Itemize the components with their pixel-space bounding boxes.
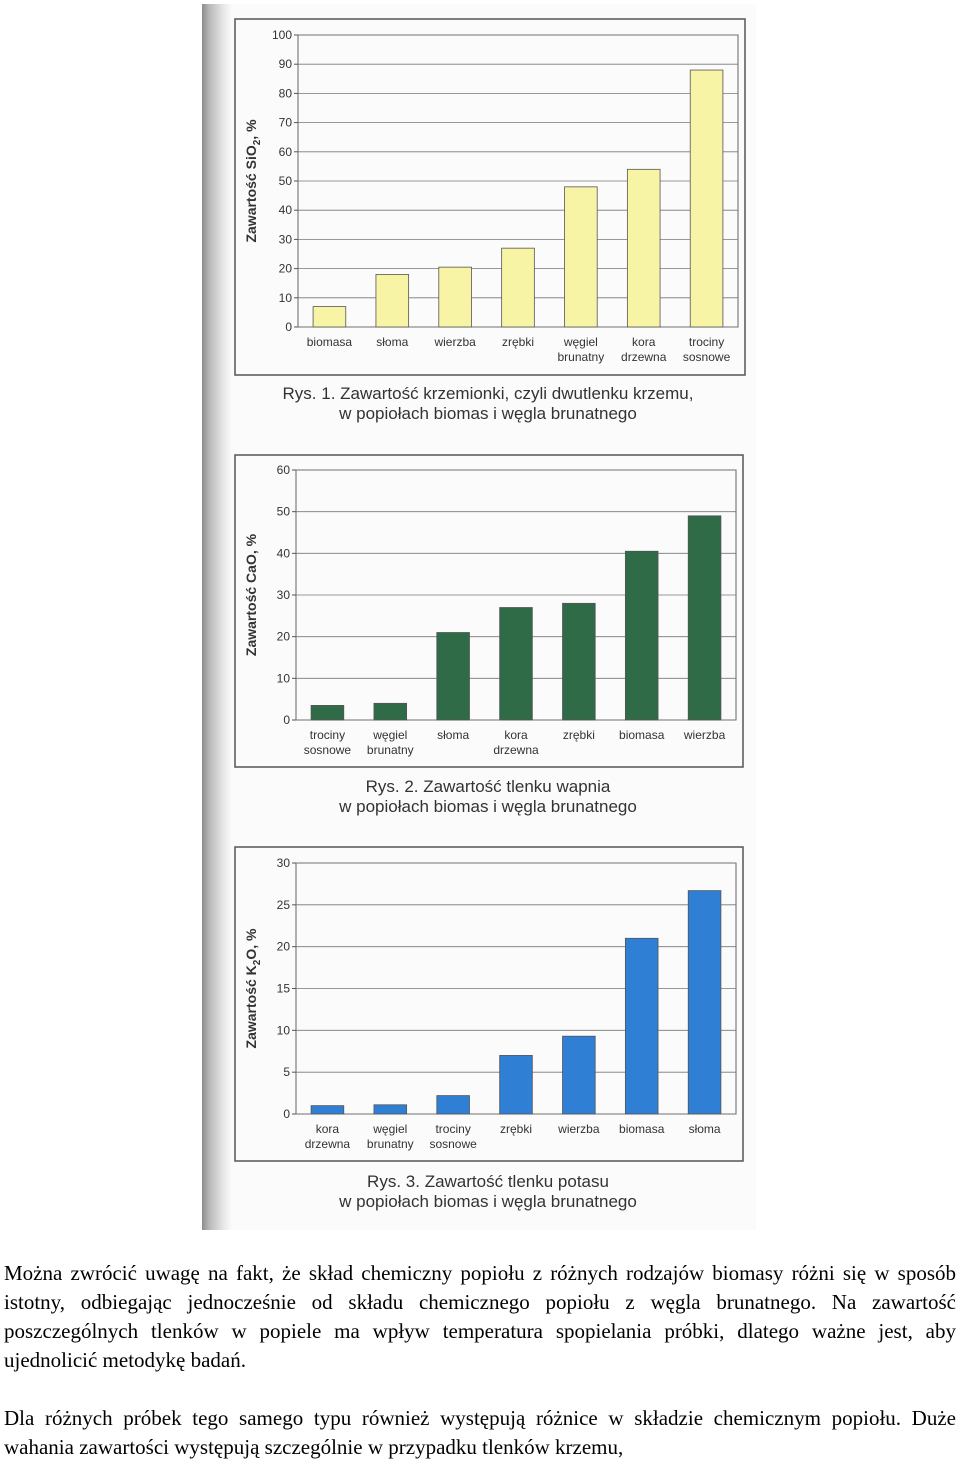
bar: [563, 1036, 596, 1114]
y-tick-label: 0: [283, 713, 290, 727]
bar: [688, 891, 721, 1114]
y-tick-label: 0: [285, 320, 292, 334]
y-tick-label: 60: [276, 463, 290, 477]
y-tick-label: 15: [276, 981, 290, 996]
x-tick-label: trociny: [688, 335, 725, 349]
bar: [500, 608, 533, 721]
y-tick-label: 40: [276, 546, 290, 561]
x-tick-label: wierzba: [434, 335, 476, 349]
chart-k2o: [234, 846, 744, 1162]
y-tick-label: 90: [278, 57, 292, 72]
bar: [437, 633, 470, 721]
paragraph-2: Dla różnych próbek tego samego typu również występują różnice w składzie chemicznym popiołu. Duże wahania zawartości występują szczególnie w przypadku tlenków krzemu,: [4, 1406, 956, 1459]
y-tick-label: 20: [276, 939, 290, 954]
x-tick-label: słoma: [688, 1122, 721, 1136]
y-tick-label: 100: [271, 28, 292, 42]
x-tick-label: brunatny: [366, 743, 414, 757]
bar: [500, 1055, 533, 1114]
x-tick-label: biomasa: [306, 335, 353, 349]
bar: [563, 603, 596, 720]
x-tick-label: drzewna: [493, 743, 539, 757]
bar: [625, 551, 658, 720]
bar: [437, 1096, 470, 1114]
bar: [374, 703, 407, 720]
y-tick-label: 30: [276, 856, 290, 870]
y-tick-label: 50: [278, 174, 292, 188]
x-tick-label: sosnowe: [303, 743, 352, 757]
y-tick-label: 10: [276, 671, 290, 686]
x-tick-label: sosnowe: [429, 1137, 477, 1151]
x-tick-label: słoma: [437, 728, 470, 742]
page-spine-shadow: [202, 4, 232, 1230]
y-tick-label: 10: [278, 290, 292, 305]
x-tick-label: zrębki: [499, 1122, 533, 1136]
x-tick-label: trociny: [435, 1122, 471, 1136]
x-tick-label: węgiel: [373, 728, 408, 742]
caption-fig3-line2: w popiołach biomas i węgla brunatnego: [339, 1192, 637, 1211]
bar: [313, 307, 346, 327]
x-tick-label: węgiel: [563, 335, 598, 349]
y-tick-label: 30: [278, 232, 292, 247]
y-tick-label: 70: [278, 115, 292, 130]
caption-fig3: [218, 1172, 758, 1212]
bar: [565, 187, 598, 327]
x-tick-label: węgiel: [373, 1122, 408, 1136]
bar: [502, 248, 535, 327]
x-tick-label: trociny: [309, 728, 346, 742]
x-tick-label: biomasa: [619, 1122, 665, 1136]
y-tick-label: 30: [276, 588, 290, 602]
bar: [439, 267, 472, 327]
x-tick-label: brunatny: [366, 1137, 414, 1151]
caption-fig2-line2: w popiołach biomas i węgla brunatnego: [339, 797, 637, 816]
caption-fig1-line1: Zawartość krzemionki, czyli dwutlenku krzemu,: [340, 384, 694, 403]
y-tick-label: 20: [276, 629, 290, 644]
x-tick-label: zrębki: [501, 335, 535, 349]
y-tick-label: 0: [283, 1107, 290, 1121]
x-tick-label: brunatny: [557, 350, 605, 364]
y-tick-label: 80: [278, 86, 292, 101]
chart-cao: [234, 454, 744, 768]
y-tick-label: 20: [278, 261, 292, 276]
y-tick-label: 50: [276, 504, 290, 519]
y-axis-label: Zawartość CaO, %: [243, 533, 259, 657]
bar: [690, 70, 723, 327]
caption-fig1: [218, 384, 758, 424]
caption-fig1-line2: w popiołach biomas i węgla brunatnego: [339, 404, 637, 423]
bar: [311, 705, 344, 720]
bar: [627, 169, 660, 327]
caption-fig1-number: Rys. 1.: [282, 384, 336, 403]
bar: [688, 516, 721, 720]
x-tick-label: sosnowe: [682, 350, 731, 364]
x-tick-label: kora: [632, 335, 656, 349]
chart-sio2: [234, 18, 746, 376]
y-tick-label: 5: [283, 1065, 290, 1080]
x-tick-label: zrębki: [562, 728, 595, 742]
y-axis-label: Zawartość $K_2O$, %: [243, 928, 263, 1049]
caption-fig2-number: Rys. 2.: [365, 777, 419, 796]
x-tick-label: drzewna: [304, 1137, 351, 1151]
y-tick-label: 40: [278, 203, 292, 218]
caption-fig3-line1: Zawartość tlenku potasu: [424, 1172, 609, 1191]
caption-fig3-number: Rys. 3.: [367, 1172, 420, 1191]
bar: [625, 938, 658, 1114]
x-tick-label: kora: [315, 1122, 340, 1136]
x-tick-label: drzewna: [621, 350, 667, 364]
bar: [311, 1106, 344, 1114]
y-axis-label: Zawartość SiO$_2$, %: [243, 119, 263, 243]
bar: [376, 274, 409, 327]
x-tick-label: wierzba: [683, 728, 726, 742]
y-tick-label: 10: [276, 1023, 290, 1038]
caption-fig2-line1: Zawartość tlenku wapnia: [423, 777, 611, 796]
x-tick-label: kora: [504, 728, 528, 742]
bar: [374, 1105, 407, 1114]
caption-fig2: [218, 777, 758, 817]
x-tick-label: biomasa: [619, 728, 665, 742]
x-tick-label: wierzba: [558, 1122, 600, 1136]
y-tick-label: 60: [278, 144, 292, 159]
paragraph-1: Można zwrócić uwagę na fakt, że skład chemiczny popiołu z różnych rodzajów biomasy różni się w sposób istotny, odbiegając jednocześnie od składu chemicznego popiołu z węgla brunatnego. Na zawartość poszczególnych tlenków w popiele ma wpływ temperatura spopielania próbki, dlatego ważne jest, aby ujednolicić metodykę badań.: [4, 1261, 956, 1372]
y-tick-label: 25: [276, 897, 290, 912]
x-tick-label: słoma: [376, 335, 409, 349]
